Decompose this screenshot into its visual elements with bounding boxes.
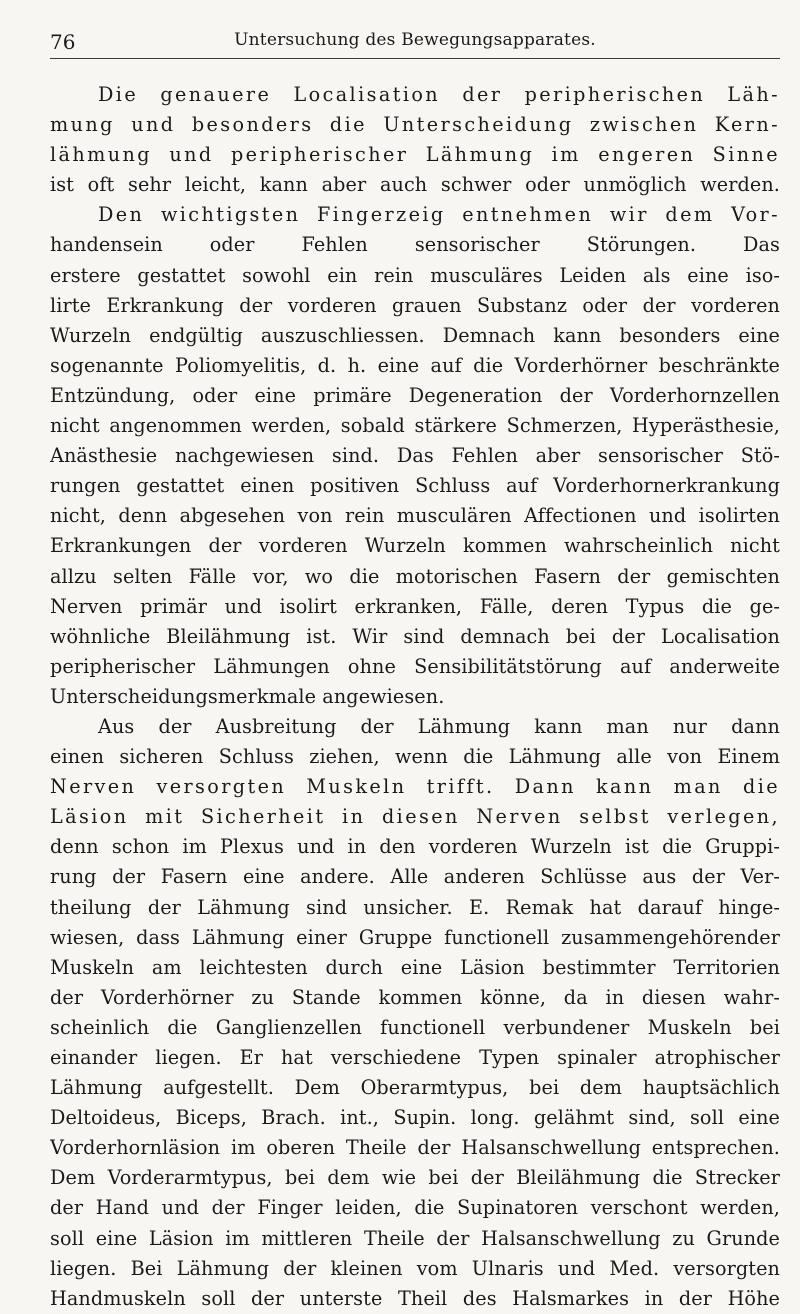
text-line: rungen gestattet einen positiven Schluss auf Vorderhornerkrankung (50, 474, 780, 498)
text-line: Entzündung, oder eine primäre Degeneration der Vorderhornzellen (50, 383, 780, 407)
text-line: Lähmung aufgestellt. Dem Oberarmtypus, bei dem hauptsächlich (50, 1076, 780, 1100)
text-line: erstere gestattet sowohl ein rein musculäres Leiden als eine iso- (50, 263, 780, 287)
text-line: Aus der Ausbreitung der Lähmung kann man nur dann (98, 714, 780, 738)
text-line: Dem Vorderarmtypus, bei dem wie bei der Bleilähmung die Strecker (50, 1166, 780, 1190)
text-line: Die genauere Localisation der peripherischen Läh- (98, 83, 780, 106)
text-line: theilung der Lähmung sind unsicher. E. Remak hat darauf hinge- (50, 895, 780, 919)
text-line: Den wichtigsten Fingerzeig entnehmen wir dem Vor- (98, 203, 780, 227)
text-line: sogenannte Poliomyelitis, d. h. eine auf die Vorderhörner beschränkte (50, 353, 780, 377)
text-line: nicht angenommen werden, sobald stärkere Schmerzen, Hyperästhesie, (50, 414, 780, 438)
text-line: ist oft sehr leicht, kann aber auch schwer oder unmöglich werden. (50, 173, 780, 197)
text-line: Nerven versorgten Muskeln trifft. Dann kann man die (50, 775, 780, 799)
text-line: Deltoideus, Biceps, Brach. int., Supin. long. gelähmt sind, soll eine (50, 1106, 780, 1130)
text-line: lähmung und peripherischer Lähmung im engeren Sinne (50, 143, 780, 167)
text-line: der Vorderhörner zu Stande kommen könne, da in diesen wahr- (50, 985, 780, 1009)
text-line: Unterscheidungsmerkmale angewiesen. (50, 684, 445, 708)
text-line: Läsion mit Sicherheit in diesen Nerven selbst verlegen, (50, 805, 780, 829)
text-line: lirte Erkrankung der vorderen grauen Substanz oder der vorderen (50, 293, 780, 317)
text-line: Wurzeln endgültig auszuschliessen. Demnach kann besonders eine (50, 323, 780, 347)
text-line: rung der Fasern eine andere. Alle anderen Schlüsse aus der Ver- (50, 865, 780, 889)
text-line: wöhnliche Bleilähmung ist. Wir sind demnach bei der Localisation (50, 624, 780, 648)
body-text (50, 80, 780, 1314)
text-line: einen sicheren Schluss ziehen, wenn die Lähmung alle von Einem (50, 745, 780, 769)
running-title: Untersuchung des Bewegungsapparates. (234, 30, 596, 50)
text-line: denn schon im Plexus und in den vorderen Wurzeln ist die Gruppi- (50, 835, 780, 859)
text-line: Muskeln am leichtesten durch eine Läsion bestimmter Territorien (50, 955, 780, 979)
page-header (50, 30, 780, 59)
text-line: nicht, denn abgesehen von rein musculären Affectionen und isolirten (50, 504, 780, 528)
text-line: handensein oder Fehlen sensorischer Störungen. Das (50, 233, 780, 257)
text-line: der Hand und der Finger leiden, die Supinatoren verschont werden, (50, 1196, 780, 1220)
text-line: allzu selten Fälle vor, wo die motorischen Fasern der gemischten (50, 564, 780, 588)
text-line: wiesen, dass Lähmung einer Gruppe functionell zusammengehörender (50, 925, 780, 949)
text-line: Anästhesie nachgewiesen sind. Das Fehlen aber sensorischer Stö- (50, 444, 780, 468)
text-line: mung und besonders die Unterscheidung zwischen Kern- (50, 113, 780, 137)
text-line: Handmuskeln soll der unterste Theil des Halsmarkes in der Höhe (50, 1286, 780, 1310)
text-line: Vorderhornläsion im oberen Theile der Halsanschwellung entsprechen. (50, 1136, 780, 1160)
text-line: Nerven primär und isolirt erkranken, Fälle, deren Typus die ge- (50, 594, 780, 618)
text-line: einander liegen. Er hat verschiedene Typen spinaler atrophischer (50, 1046, 780, 1069)
page-number: 76 (50, 30, 76, 54)
text-line: peripherischer Lähmungen ohne Sensibilitätstörung auf anderweite (50, 654, 780, 678)
text-line: liegen. Bei Lähmung der kleinen vom Ulnaris und Med. versorgten (50, 1256, 780, 1280)
text-line: Erkrankungen der vorderen Wurzeln kommen wahrscheinlich nicht (50, 534, 780, 558)
text-line: scheinlich die Ganglienzellen functionell verbundener Muskeln bei (50, 1015, 780, 1039)
text-line: soll eine Läsion im mittleren Theile der Halsanschwellung zu Grunde (50, 1226, 780, 1250)
